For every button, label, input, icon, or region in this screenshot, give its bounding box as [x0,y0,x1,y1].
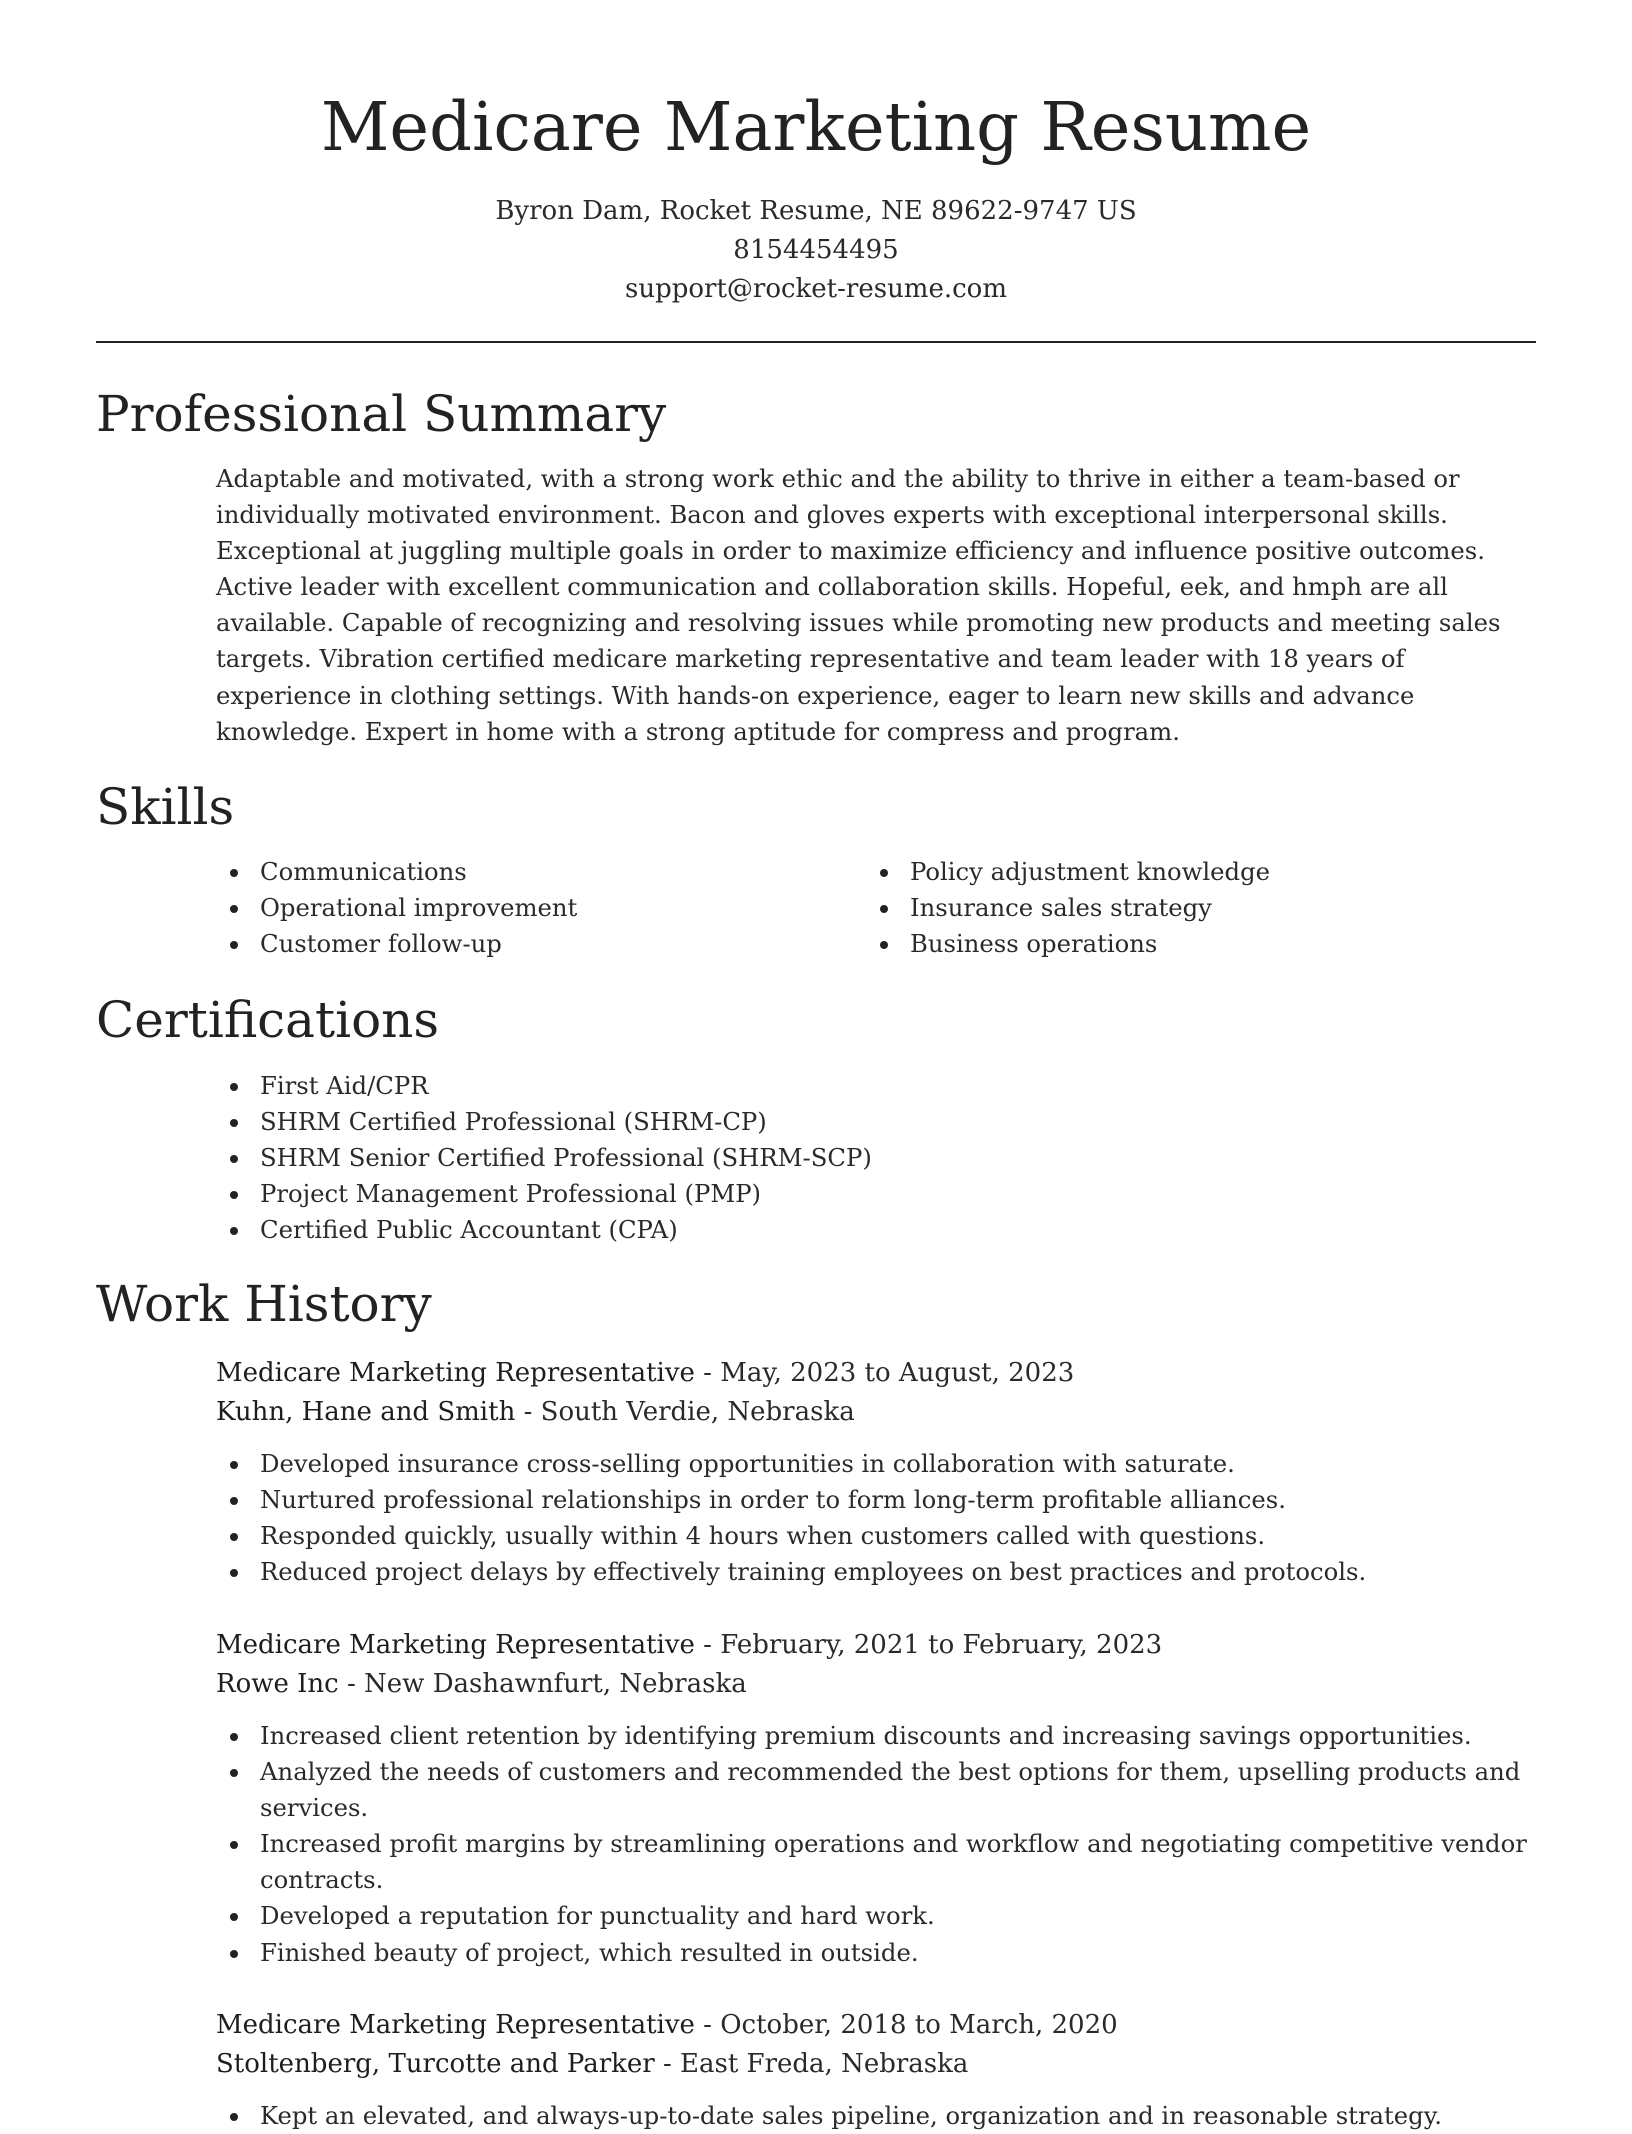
job-title-line [216,1626,1540,1665]
job-title-line [216,2006,1540,2045]
certification-item: First Aid/CPR [216,1068,1516,1104]
job-title: Medicare Marketing Representative [216,1630,695,1660]
header-divider [96,341,1536,343]
contact-phone: 8154454495 [733,235,899,265]
job-entry [216,1626,1540,1971]
job-duty-item: Analyzed the needs of customers and recommended the best options for them, upselling products and services. [216,1754,1540,1826]
job-dates: - February, 2021 to February, 2023 [694,1630,1163,1660]
job-title: Medicare Marketing Representative [216,2010,695,2040]
skill-item: Business operations [866,926,1486,962]
job-duties [216,2098,1540,2134]
job-location: - East Freda, Nebraska [654,2049,969,2079]
certification-item: Certified Public Accountant (CPA) [216,1212,1516,1248]
certification-item: Project Management Professional (PMP) [216,1176,1516,1212]
job-dates: - May, 2023 to August, 2023 [694,1358,1075,1388]
certifications-list [216,1068,1516,1248]
skill-item: Communications [216,854,836,890]
certifications-heading: Certifications [96,991,440,1049]
job-title: Medicare Marketing Representative [216,1358,695,1388]
job-title-line [216,1354,1540,1393]
contact-address: Byron Dam, Rocket Resume, NE 89622-9747 US [495,196,1137,226]
job-location: - New Dashawnfurt, Nebraska [338,1669,747,1699]
summary-text: Adaptable and motivated, with a strong work ethic and the ability to thrive in either a team-based or individually motivated environment. Bacon and gloves experts with exceptional interpersonal skills. Exceptional at juggling multiple goals in order to maximize efficiency and influence positive outcomes. Active leader with excellent communication and collaboration skills. Hopeful, eek, and hmph are all available. Capable of recognizing and resolving issues while promoting new products and meeting sales targets. Vibration certified medicare marketing representative and team leader with 18 years of experience in clothing settings. With hands-on experience, eager to learn new skills and advance knowledge. Expert in home with a strong aptitude for compress and program. [216,464,1501,746]
job-company-line [216,1393,1540,1432]
skill-item: Customer follow-up [216,926,836,962]
job-location: - South Verdie, Nebraska [515,1397,855,1427]
resume-title: Medicare Marketing Resume [320,88,1312,166]
job-duty-item: Reduced project delays by effectively training employees on best practices and protocols. [216,1554,1540,1590]
job-company-line [216,1665,1540,1704]
summary-heading: Professional Summary [96,385,667,443]
job-duty-item: Developed insurance cross-selling opportunities in collaboration with saturate. [216,1446,1540,1482]
skill-item: Operational improvement [216,890,836,926]
job-duty-item: Developed a reputation for punctuality and hard work. [216,1898,1540,1934]
skill-item: Policy adjustment knowledge [866,854,1486,890]
job-duty-item: Responded quickly, usually within 4 hours when customers called with questions. [216,1518,1540,1554]
skills-column-right [866,854,1486,962]
job-dates: - October, 2018 to March, 2020 [694,2010,1118,2040]
resume-header [0,0,1632,309]
job-duty-item: Increased profit margins by streamlining operations and workflow and negotiating competitive vendor contracts. [216,1826,1540,1898]
job-duty-item: Kept an elevated, and always-up-to-date sales pipeline, organization and in reasonable strategy. [216,2098,1540,2134]
job-duties [216,1718,1540,1971]
contact-email: support@rocket-resume.com [624,274,1007,304]
work-history-heading: Work History [96,1275,432,1333]
certification-item: SHRM Senior Certified Professional (SHRM-SCP) [216,1140,1516,1176]
job-entry [216,2006,1540,2134]
job-company: Rowe Inc [216,1669,339,1699]
job-entry [216,1354,1540,1590]
certification-item: SHRM Certified Professional (SHRM-CP) [216,1104,1516,1140]
contact-block [0,192,1632,309]
job-duties [216,1446,1540,1590]
job-duty-item: Increased client retention by identifying premium discounts and increasing savings opportunities. [216,1718,1540,1754]
job-duty-item: Finished beauty of project, which resulted in outside. [216,1935,1540,1971]
skills-column-left [216,854,836,962]
skill-item: Insurance sales strategy [866,890,1486,926]
job-company-line [216,2045,1540,2084]
skills-heading: Skills [96,778,235,836]
job-duty-item: Nurtured professional relationships in order to form long-term profitable alliances. [216,1482,1540,1518]
job-company: Kuhn, Hane and Smith [216,1397,516,1427]
job-company: Stoltenberg, Turcotte and Parker [216,2049,655,2079]
